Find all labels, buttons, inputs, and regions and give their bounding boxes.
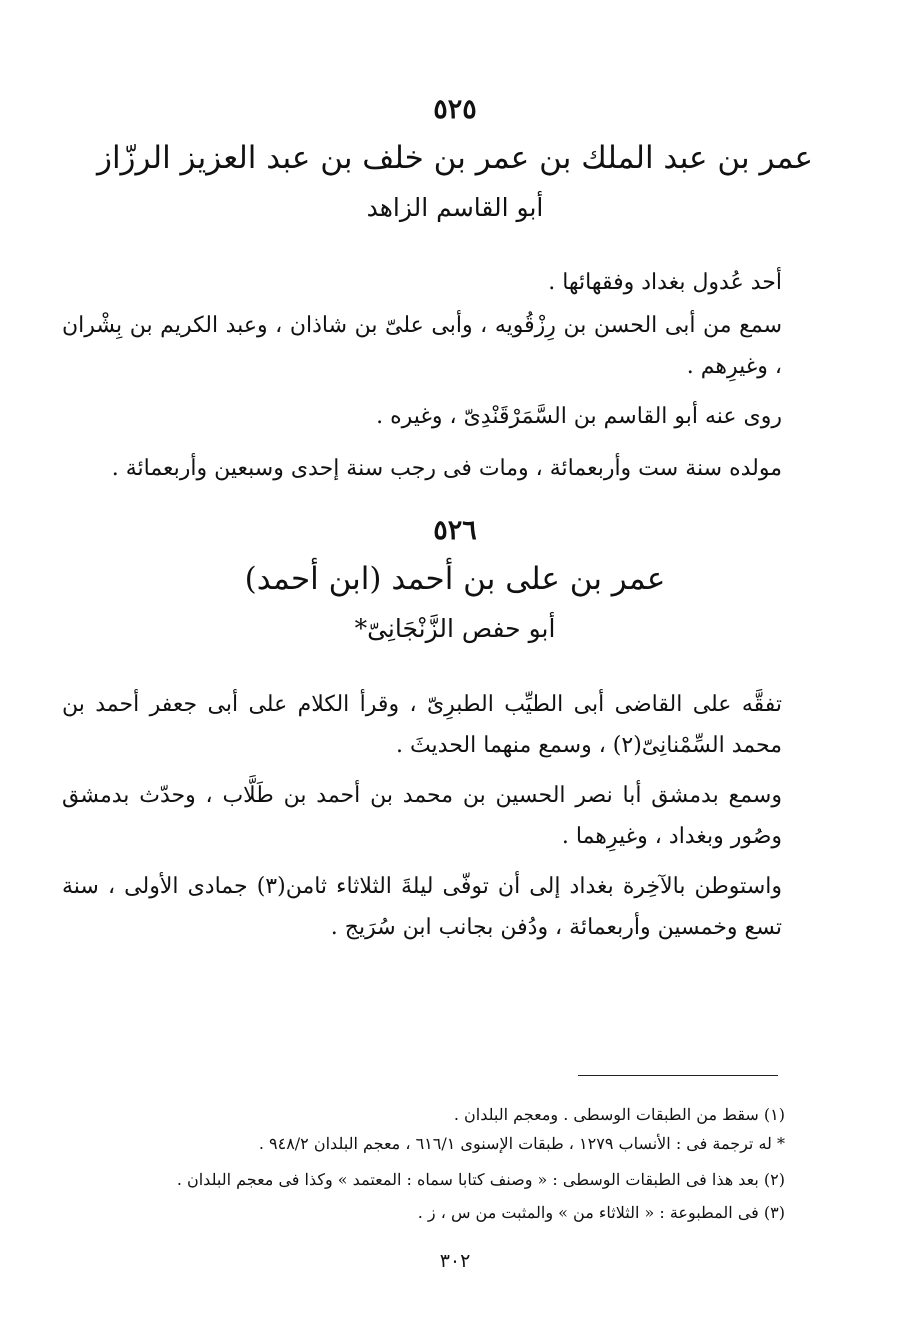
paragraph: تفقَّه على القاضى أبى الطيِّب الطبرِىّ ، وقرأ الكلام على أبى جعفر أحمد بن محمد السِّمْنانِىّ(٢) ، وسمع منهما الحديثَ . [62, 692, 782, 758]
page-number: ٣٠٢ [439, 1250, 471, 1272]
paragraph: واستوطن بالآخِرة بغداد إلى أن توفّى ليلةَ الثلاثاء ثامن(٣) جمادى الأولى ، سنة تسع وخمسين وأربعمائة ، ودُفن بجانب ابن سُرَيج . [62, 874, 782, 940]
footnote: (٣) فى المطبوعة : « الثلاثاء من » والمثبت من س ، ز . [417, 1203, 785, 1222]
footnote: * له ترجمة فى : الأنساب ١٢٧٩ ، طبقات الإسنوى ٦١٦/١ ، معجم البلدان ٩٤٨/٢ . [258, 1134, 785, 1153]
paragraph: مولده سنة ست وأربعمائة ، ومات فى رجب سنة إحدى وسبعين وأربعمائة . [111, 456, 782, 481]
footnote-divider [578, 1075, 778, 1076]
entry-title-525: عمر بن عبد الملك بن عمر بن خلف بن عبد العزيز الرزّاز [96, 140, 814, 176]
footnote: (١) سقط من الطبقات الوسطى . ومعجم البلدان . [453, 1105, 785, 1124]
paragraph: وسمع بدمشق أبا نصر الحسين بن محمد بن أحمد بن طَلَّاب ، وحدّث بدمشق وصُور وبغداد ، وغيرِهما . [62, 783, 782, 849]
paragraph: روى عنه أبو القاسم بن السَّمَرْقَنْدِىّ ، وغيره . [376, 404, 782, 429]
entry-subtitle-526: أبو حفص الزَّنْجَانِىّ* [354, 614, 556, 643]
paragraph: أحد عُدول بغداد وفقهائها . [548, 270, 782, 295]
paragraph: سمع من أبى الحسن بن رِزْقُويه ، وأبى علىّ بن شاذان ، وعبد الكريم بن بِشْران ، وغيرِهم . [62, 313, 782, 379]
entry-number-525: ٥٢٥ [433, 94, 477, 125]
footnote: (٢) بعد هذا فى الطبقات الوسطى : « وصنف كتابا سماه : المعتمد » وكذا فى معجم البلدان . [176, 1170, 785, 1189]
entry-number-526: ٥٢٦ [433, 515, 477, 546]
entry-title-526: عمر بن على بن أحمد (ابن أحمد) [244, 561, 666, 597]
entry-subtitle-525: أبو القاسم الزاهد [366, 193, 544, 222]
